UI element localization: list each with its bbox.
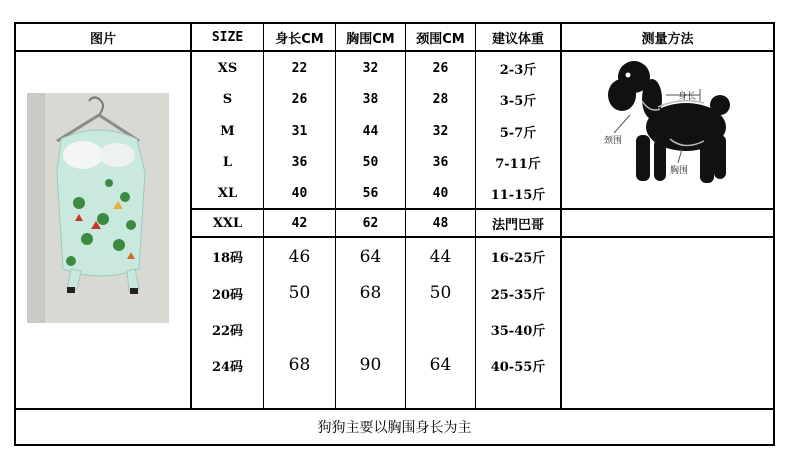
row-4-neck: 36 [432,155,449,170]
row-4-chest: 50 [362,155,379,170]
dog-measurement-diagram [600,55,740,197]
row-4-length: 36 [291,155,308,170]
row-9-chest [336,311,405,347]
row-7-size: 18码 [211,251,244,266]
row-1-length: 22 [291,60,308,76]
row-3-size: M [220,123,235,139]
row-10-length: 68 [288,355,311,375]
row-5-chest: 56 [362,185,379,201]
row-9-neck [406,311,475,347]
diagram-label-length: 身长 [678,92,697,102]
header-picture: 图片 [89,31,116,47]
diagram-label-chest: 胸围 [670,166,689,176]
row-1-weight: 2-3斤 [499,62,537,78]
row-7-neck: 44 [429,246,452,267]
header-neck: 颈围CM [416,31,465,47]
row-5-neck: 40 [432,185,449,201]
header-weight: 建议体重 [491,31,544,47]
row-3-chest: 44 [362,123,379,139]
row-10-neck: 64 [429,355,452,375]
row-7-chest: 64 [359,246,382,267]
row-2-weight: 3-5斤 [499,94,537,109]
row-7-length: 46 [288,246,311,267]
row-6-size: XXL [212,215,243,231]
row-2-chest: 38 [362,92,379,107]
row-9-weight: 35-40斤 [490,323,546,339]
row-3-neck: 32 [432,123,449,139]
dog-hoodie-image [27,93,169,323]
row-5-weight: 11-15斤 [490,187,546,203]
row-2-length: 26 [291,92,308,107]
row-1-chest: 32 [362,60,379,76]
header-chest: 胸围CM [346,31,395,47]
footer-note: 狗狗主要以胸围身长为主 [317,420,472,436]
row-7-weight: 16-25斤 [490,251,546,266]
row-10-chest: 90 [359,355,382,375]
header-length: 身长CM [275,31,324,47]
row-5-length: 40 [291,185,308,201]
row-8-size: 20码 [211,287,244,303]
row-9-size: 22码 [211,323,244,339]
row-3-length: 31 [291,123,308,139]
row-10-weight: 40-55斤 [490,359,546,375]
row-4-size: L [222,155,233,170]
row-6-weight: 法門巴哥 [491,217,544,233]
row-8-weight: 25-35斤 [490,287,546,303]
row-6-chest: 62 [362,215,379,231]
diagram-label-neck: 颈围 [604,136,623,146]
row-2-size: S [222,92,233,107]
row-8-chest: 68 [359,283,382,303]
row-10-size: 24码 [211,359,244,375]
header-size: SIZE [211,29,244,45]
row-2-neck: 28 [432,92,449,107]
row-6-length: 42 [291,215,308,231]
row-8-length: 50 [288,283,311,303]
header-method: 测量方法 [641,31,694,47]
dog-silhouette-icon [608,61,730,183]
row-5-size: XL [217,185,238,201]
product-photo [27,93,169,323]
row-4-weight: 7-11斤 [495,157,541,172]
row-8-neck: 50 [429,283,452,303]
row-6-neck: 48 [432,215,449,231]
row-1-neck: 26 [432,60,449,76]
row-1-size: XS [217,60,238,76]
row-3-weight: 5-7斤 [499,125,537,141]
row-9-length [264,311,335,347]
